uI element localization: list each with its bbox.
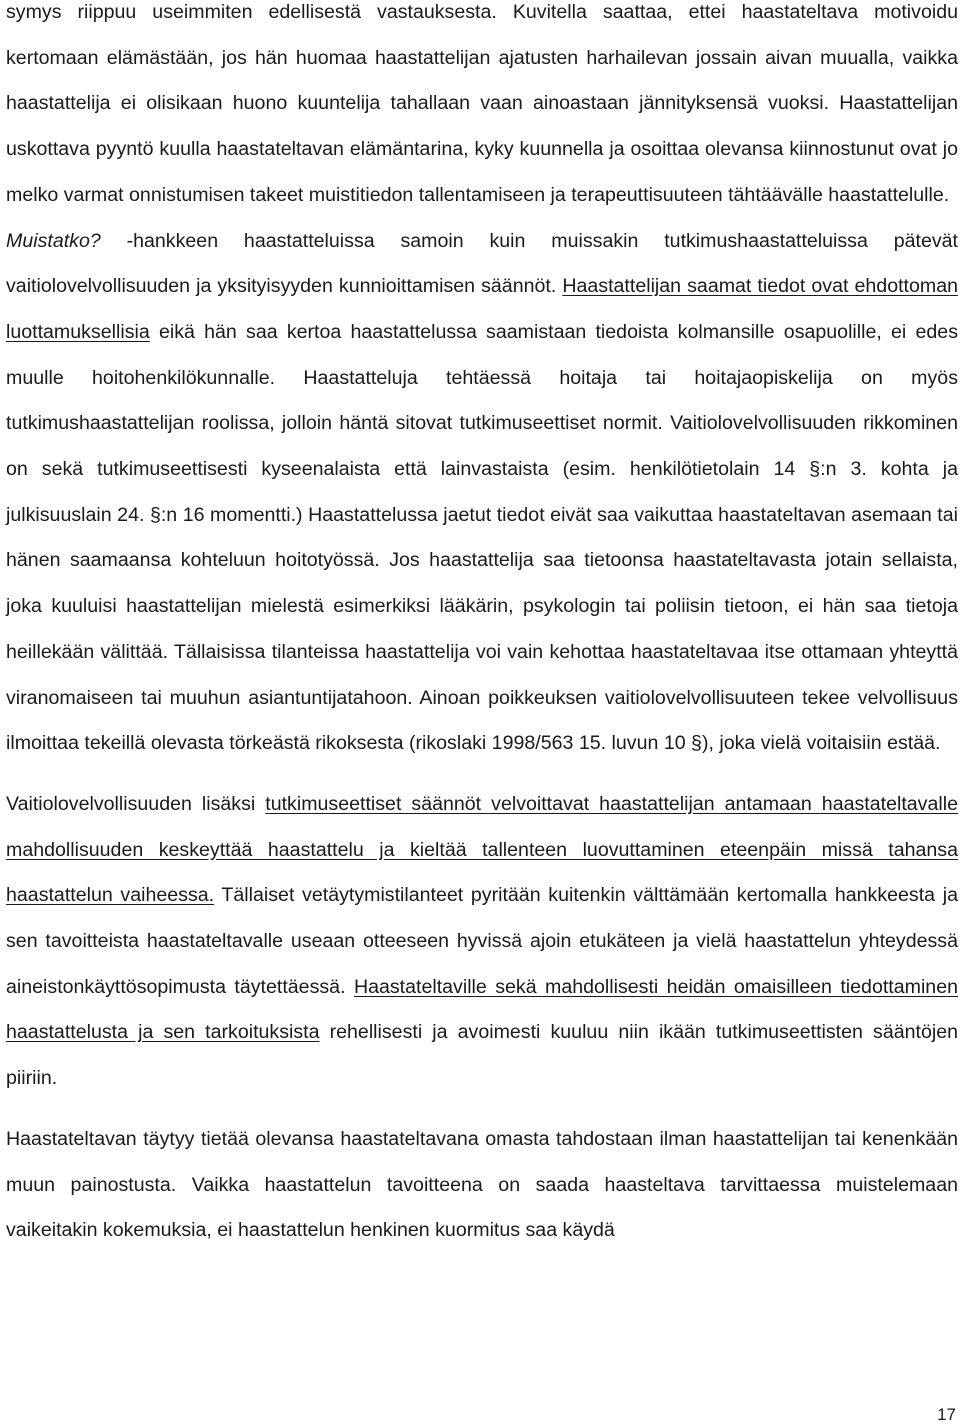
text-segment: eikä hän saa kertoa haastattelussa saamistaan tiedoista kolmansille osapuolille, ei edes muulle hoitohenkilökunnalle. Haastatteluja tehtäessä hoitaja tai hoitajaopiskelija on myös tutkimushaastattelijan roolissa, jolloin häntä sitovat tutkimuseettiset normit. Vaitiolovelvollisuuden rikkominen on sekä tutkimuseettisesti kyseenalaista että lainvastaista (esim. henkilötietolain 14 §:n 3. kohta ja julkisuuslain 24. §:n 16 momentti.) Haastattelussa jaetut tiedot eivät saa vaikuttaa haastateltavan asemaan tai hänen saamaansa kohteluun hoitotyössä. Jos haastattelija saa tietoonsa haastateltavasta jotain sellaista, joka kuuluisi haastattelijan mielestä esimerkiksi lääkärin, psykologin tai poliisin tietoon, ei hän saa tietoja heillekään välittää. Tällaisissa tilanteissa haastattelija voi vain kehottaa haastateltavaa itse ottamaan yhteyttä viranomaiseen tai muuhun asiantuntijatahoon. Ainoan poikkeuksen vaitiolovelvollisuuteen tekee velvollisuus ilmoittaa tekeillä olevasta törkeästä rikoksesta (rikoslaki 1998/563 15. luvun 10 §), joka vielä voitaisiin estää.	[6, 320, 958, 755]
underlined-text: Haastateltaville sekä mahdollisesti heidän omaisilleen tiedottaminen haastattelusta ja sen tarkoituksista	[6, 975, 958, 1044]
page-number: 17	[937, 1405, 956, 1424]
text-segment: Vaitiolovelvollisuuden lisäksi	[6, 792, 266, 815]
text-segment: -hankkeen haastatteluissa samoin kuin muissakin tutkimushaastatteluissa pätevät vaitiolovelvollisuuden ja yksityisyyden kunnioittamisen säännöt.	[6, 229, 958, 298]
text-segment: Tällaiset vetäytymistilanteet pyritään kuitenkin välttämään kertomalla hankkeesta ja sen tavoitteista haastateltavalle useaan otteeseen hyvissä ajoin etukäteen ja vielä haastattelun yhteydessä aineistonkäyttösopimusta täytettäessä.	[6, 884, 958, 998]
text-segment: rehellisesti ja avoimesti kuuluu niin ikään tutkimuseettisten sääntöjen piiriin.	[6, 1021, 958, 1090]
document-page	[6, 0, 958, 1254]
paragraph-2	[6, 219, 958, 767]
paragraph-3	[6, 782, 958, 1102]
text-segment: symys riippuu useimmiten edellisestä vastauksesta. Kuvitella saattaa, ettei haastateltava motivoidu kertomaan elämästään, jos hän huomaa haastattelijan ajatusten harhailevan jossain aivan muualla, vaikka haastattelija ei olisikaan huono kuuntelija tahallaan vaan ainoastaan jännityksensä vuoksi. Haastattelijan uskottava pyyntö kuulla haastateltavan elämäntarina, kyky kuunnella ja osoittaa olevansa kiinnostunut ovat jo melko varmat onnistumisen takeet muistitiedon tallentamiseen ja terapeuttisuuteen tähtäävälle haastattelulle.	[6, 1, 958, 206]
underlined-text: Haastattelijan saamat tiedot ovat ehdottoman luottamuksellisia	[6, 275, 958, 343]
paragraph-4	[6, 1117, 958, 1254]
underlined-text: tutkimuseettiset säännöt velvoittavat haastattelijan antamaan haastateltavalle mahdollisuuden keskeyttää haastattelu ja kieltää tallenteen luovuttaminen eteenpäin missä tahansa haastattelun vaiheessa.	[6, 792, 958, 907]
text-segment: Haastateltavan täytyy tietää olevansa haastateltavana omasta tahdostaan ilman haastattelijan tai kenenkään muun painostusta. Vaikka haastattelun tavoitteena on saada haasteltava tarvittaessa muistelemaan vaikeitakin kokemuksia, ei haastattelun henkinen kuormitus saa käydä	[6, 1127, 958, 1242]
italic-project-name: Muistatko?	[6, 229, 101, 252]
paragraph-1	[6, 0, 958, 219]
